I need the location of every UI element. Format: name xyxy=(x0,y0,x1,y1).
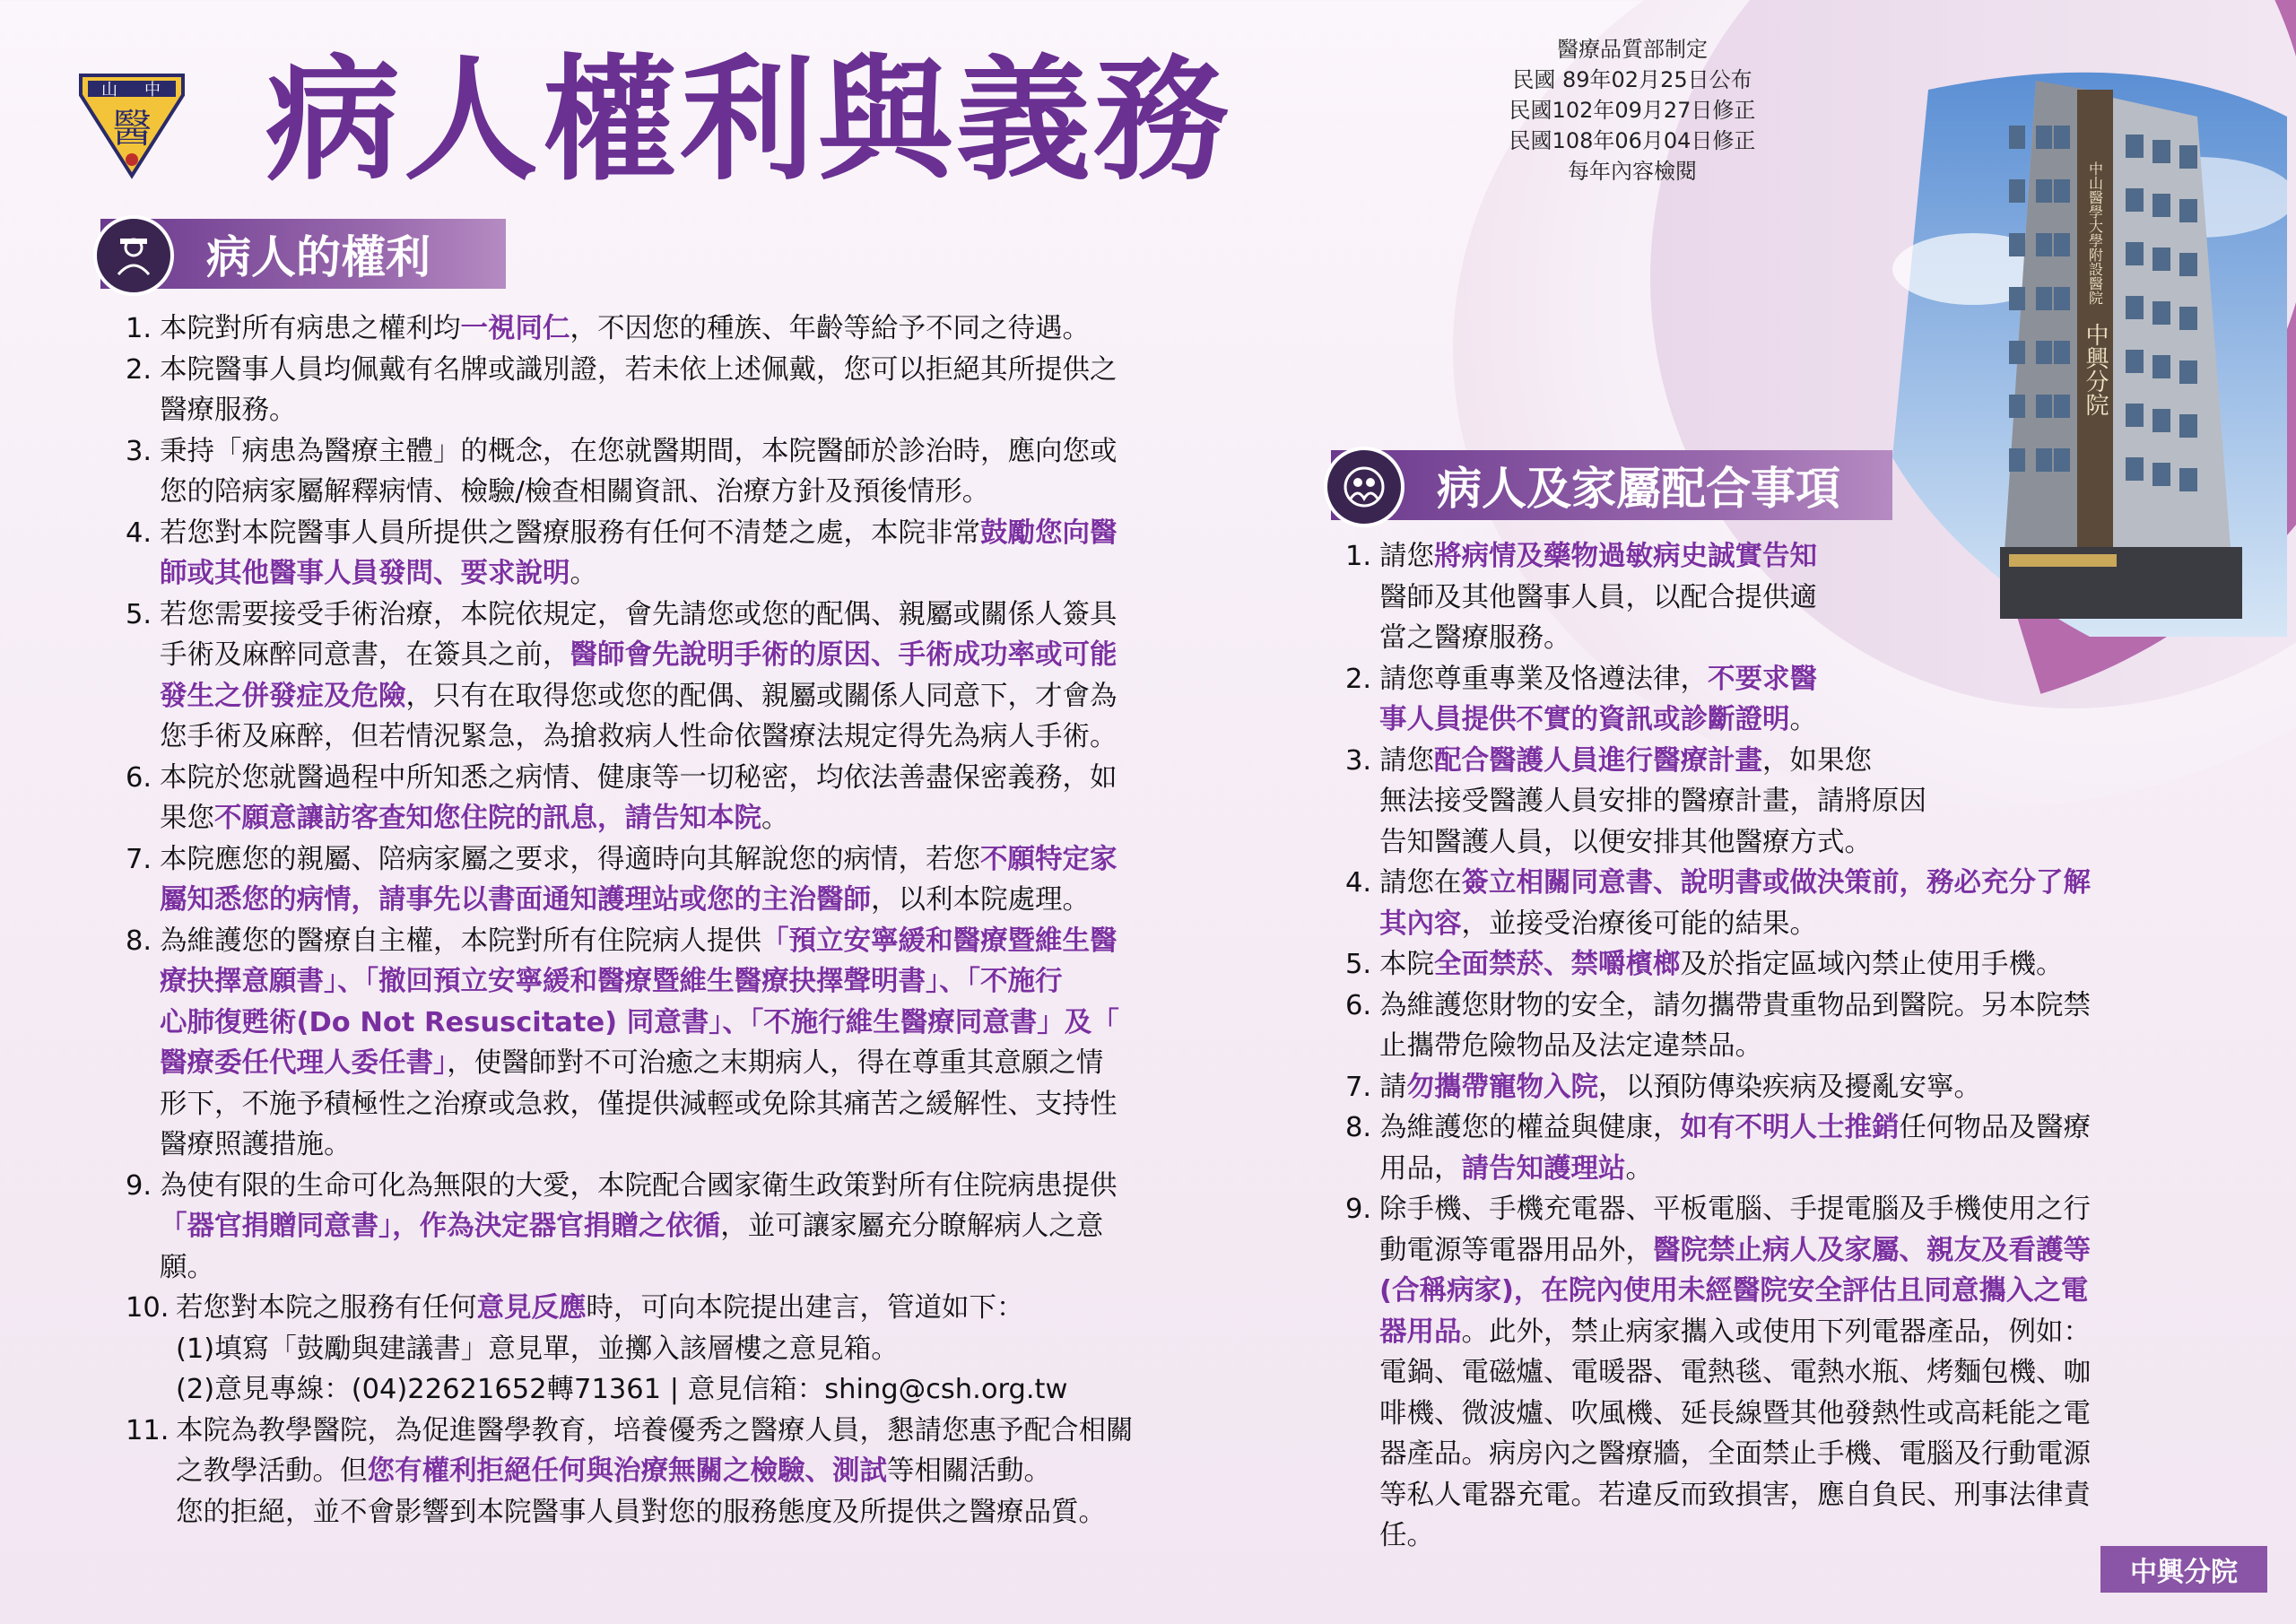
item-number: 6. xyxy=(1345,989,1372,1021)
list-item xyxy=(1345,741,2242,864)
item-text: 本院 xyxy=(1379,949,1434,980)
logo-top-text: 山 xyxy=(101,81,117,100)
highlighted-text: 全面禁菸、禁嚼檳榔 xyxy=(1434,949,1681,980)
list-item xyxy=(126,1411,1220,1533)
item-text: 您手術及麻醉，但若情況緊急，為搶救病人性命依醫療法規定得先為病人手術。 xyxy=(160,721,1118,752)
highlighted-text: 意見反應 xyxy=(476,1292,587,1324)
item-text: ，以利本院處理。 xyxy=(871,884,1090,916)
item-number: 9. xyxy=(126,1169,152,1202)
highlighted-text: 醫療委任代理人委任書」 xyxy=(160,1047,448,1079)
item-line xyxy=(1379,1475,2242,1516)
rights-list xyxy=(126,308,1220,1533)
item-text: 形下，不施予積極性之治療或急救，僅提供減輕或免除其痛苦之緩解性、支持性 xyxy=(160,1088,1118,1120)
family-icon xyxy=(1324,447,1405,527)
list-item xyxy=(126,350,1220,431)
highlighted-text: 屬知悉您的病情，請事先以書面通知護理站或您的主治醫師 xyxy=(160,884,871,916)
item-text: 請您 xyxy=(1379,541,1434,572)
item-line xyxy=(176,1288,1220,1329)
highlighted-text: 心肺復甦術(Do Not Resuscitate) 同意書」、「不施行維生醫療同意書」及「 xyxy=(160,1006,1119,1038)
item-number: 4. xyxy=(126,517,152,549)
item-text: 止攜帶危險物品及法定違禁品。 xyxy=(1379,1030,1762,1062)
item-text: 為使有限的生命可化為無限的大愛，本院配合國家衛生政策對所有住院病患提供 xyxy=(160,1169,1118,1202)
rights-section-heading xyxy=(100,219,506,289)
item-text: 任何物品及醫療 xyxy=(1899,1112,2091,1143)
item-line xyxy=(1379,904,2242,945)
item-text: 。 xyxy=(761,803,789,834)
item-text: 。 xyxy=(1789,704,1817,735)
highlighted-text: 不願意讓訪客查知您住院的訊息，請告知本院 xyxy=(214,803,761,834)
duties-list xyxy=(1345,536,2242,1557)
item-line xyxy=(160,390,1220,431)
item-number: 7. xyxy=(126,843,152,875)
duties-section-heading xyxy=(1331,450,1892,520)
item-number: 8. xyxy=(126,925,152,957)
meta-line: 醫療品質部制定 xyxy=(1557,37,1708,62)
item-text: ，並可讓家屬充分瞭解病人之意 xyxy=(720,1211,1104,1242)
item-text: 告知醫護人員，以便安排其他醫療方式。 xyxy=(1379,826,1872,858)
item-line xyxy=(160,431,1220,473)
item-number: 2. xyxy=(126,353,152,386)
item-text: (2)意見專線：(04)22621652轉71361 | 意見信箱：shing@csh.org.tw xyxy=(176,1374,1068,1405)
item-line xyxy=(160,716,1220,758)
list-item xyxy=(1345,659,2242,741)
item-text: 願。 xyxy=(160,1251,214,1283)
item-number: 4. xyxy=(1345,867,1372,899)
item-text: 為維護您的醫療自主權，本院對所有住院病人提供 xyxy=(160,925,761,957)
item-line xyxy=(160,553,1220,595)
item-text: 手術及麻醉同意書，在簽具之前， xyxy=(160,639,570,671)
item-line xyxy=(1379,618,2242,659)
item-line xyxy=(1379,536,2242,578)
meta-line: 民國 89年02月25日公布 xyxy=(1512,67,1752,92)
item-text: 之教學活動。但 xyxy=(176,1455,368,1487)
item-text: 本院為教學醫院，為促進醫學教育，培養優秀之醫療人員，懇請您惠予配合相關 xyxy=(176,1414,1134,1446)
item-line xyxy=(160,798,1220,839)
item-line xyxy=(1379,1271,2242,1312)
document-meta xyxy=(1399,34,1866,187)
item-line xyxy=(1379,659,2242,700)
page-title: 病人權利與義務 xyxy=(265,43,1233,199)
item-number: 1. xyxy=(1345,541,1372,572)
item-text: 請您 xyxy=(1379,744,1434,777)
list-item xyxy=(1345,536,2242,659)
item-text: 請您尊重專業及恪遵法律， xyxy=(1379,663,1708,695)
item-line xyxy=(1379,578,2242,619)
item-text: ，使醫師對不可治癒之末期病人，得在尊重其意願之情 xyxy=(447,1047,1104,1079)
item-number: 3. xyxy=(1345,744,1372,777)
item-number: 1. xyxy=(126,313,152,344)
item-line xyxy=(1379,1434,2242,1475)
item-line xyxy=(160,961,1220,1003)
item-line xyxy=(1379,781,2242,822)
highlighted-text: 不要求醫 xyxy=(1708,663,1817,695)
item-number: 10. xyxy=(126,1292,170,1324)
item-text: ，只有在取得您或您的配偶、親屬或關係人同意下，才會為 xyxy=(405,680,1118,712)
item-line xyxy=(160,1125,1220,1166)
item-text: 果您 xyxy=(160,803,214,834)
item-line xyxy=(160,880,1220,921)
list-item xyxy=(1345,1107,2242,1189)
highlighted-text: 配合醫護人員進行醫療計畫 xyxy=(1434,744,1762,777)
item-text: 您的陪病家屬解釋病情、檢驗/檢查相關資訊、治療方針及預後情形。 xyxy=(160,476,990,508)
highlighted-text: 器用品 xyxy=(1379,1316,1462,1348)
item-text: 您的拒絕，並不會影響到本院醫事人員對您的服務態度及所提供之醫療品質。 xyxy=(176,1496,1106,1528)
item-line xyxy=(160,921,1220,962)
item-text: 用品， xyxy=(1379,1152,1462,1185)
item-line xyxy=(1379,1149,2242,1190)
list-item xyxy=(1345,1189,2242,1557)
highlighted-text: 不願特定家 xyxy=(980,843,1118,875)
highlighted-text: 一視同仁 xyxy=(460,313,570,344)
logo-bottom-text: 醫 xyxy=(112,106,152,152)
item-line xyxy=(176,1411,1220,1452)
item-text: 請您在 xyxy=(1379,867,1462,899)
highlighted-text: 師或其他醫事人員發問、要求說明 xyxy=(160,558,570,589)
item-number: 8. xyxy=(1345,1112,1372,1143)
highlighted-text: 「器官捐贈同意書」，作為決定器官捐贈之依循 xyxy=(160,1211,721,1242)
item-line xyxy=(160,513,1220,554)
rights-heading-text: 病人的權利 xyxy=(206,231,430,283)
hospital-logo xyxy=(77,59,187,179)
item-line xyxy=(176,1369,1220,1411)
item-line xyxy=(160,839,1220,881)
item-number: 5. xyxy=(126,598,152,630)
item-text: 當之醫療服務。 xyxy=(1379,622,1571,654)
item-line xyxy=(160,472,1220,513)
duties-heading-text: 病人及家屬配合事項 xyxy=(1437,463,1840,515)
item-text: 本院對所有病患之權利均 xyxy=(160,313,461,344)
building-sign-line2: 中興分院 xyxy=(2082,323,2109,416)
list-item xyxy=(1345,1067,2242,1108)
item-text: 為維護您的權益與健康， xyxy=(1379,1112,1681,1143)
highlighted-text: 醫師會先說明手術的原因、手術成功率或可能 xyxy=(570,639,1118,671)
item-text: 等私人電器充電。若違反而致損害，應自負民、刑事法律責 xyxy=(1379,1479,2091,1511)
item-text: 除手機、手機充電器、平板電腦、手提電腦及手機使用之行 xyxy=(1379,1194,2091,1225)
item-text: 醫療服務。 xyxy=(160,395,297,426)
item-line xyxy=(1379,1352,2242,1394)
meta-line: 每年內容檢閱 xyxy=(1568,159,1697,184)
item-line xyxy=(160,635,1220,676)
item-line xyxy=(160,1166,1220,1207)
doctor-icon xyxy=(93,215,174,296)
item-text: 無法接受醫護人員安排的醫療計畫，請將原因 xyxy=(1379,786,1926,817)
highlighted-text: 「預立安寧緩和醫療暨維生醫 xyxy=(761,925,1118,957)
item-text: 請 xyxy=(1379,1071,1407,1103)
item-text: 醫師及其他醫事人員，以配合提供適 xyxy=(1379,581,1817,613)
highlighted-text: 將病情及藥物過敏病史誠實告知 xyxy=(1434,541,1817,572)
item-line xyxy=(160,308,1220,350)
list-item xyxy=(1345,986,2242,1067)
highlighted-text: 您有權利拒絕任何與治療無關之檢驗、測試 xyxy=(367,1455,887,1487)
highlighted-text: 請告知護理站 xyxy=(1461,1152,1626,1185)
svg-text:中: 中 xyxy=(144,81,161,100)
item-text: 啡機、微波爐、吹風機、延長線暨其他發熱性或高耗能之電 xyxy=(1379,1397,2091,1429)
item-text: ，如果您 xyxy=(1762,744,1872,777)
item-line xyxy=(160,1206,1220,1247)
item-text: 器產品。病房內之醫療牆，全面禁止手機、電腦及行動電源 xyxy=(1379,1438,2091,1470)
item-text: (1)填寫「鼓勵與建議書」意見單，並擲入該層樓之意見箱。 xyxy=(176,1333,899,1365)
item-text: ，並接受治療後可能的結果。 xyxy=(1461,908,1817,940)
item-text: 時，可向本院提出建言，管道如下： xyxy=(586,1292,1024,1324)
item-number: 7. xyxy=(1345,1071,1372,1103)
item-number: 2. xyxy=(1345,663,1372,695)
item-line xyxy=(1379,1189,2242,1230)
item-text: ，不因您的種族、年齡等給予不同之待遇。 xyxy=(570,313,1090,344)
list-item xyxy=(126,431,1220,513)
item-number: 9. xyxy=(1345,1194,1372,1225)
highlighted-text: 發生之併發症及危險 xyxy=(160,680,406,712)
meta-line: 民國108年06月04日修正 xyxy=(1509,128,1756,153)
list-item xyxy=(126,921,1220,1166)
item-line xyxy=(160,595,1220,636)
item-line xyxy=(160,1247,1220,1289)
item-line xyxy=(1379,986,2242,1027)
item-line xyxy=(160,676,1220,717)
highlighted-text: 其內容 xyxy=(1379,908,1462,940)
item-line xyxy=(176,1329,1220,1370)
list-item xyxy=(126,308,1220,350)
highlighted-text: 事人員提供不實的資訊或診斷證明 xyxy=(1379,704,1790,735)
item-line xyxy=(160,1043,1220,1084)
item-text: 本院醫事人員均佩戴有名牌或識別證，若未依上述佩戴，您可以拒絕其所提供之 xyxy=(160,353,1118,386)
item-line xyxy=(1379,1230,2242,1272)
item-text: 電鍋、電磁爐、電暖器、電熱毯、電熱水瓶、烤麵包機、咖 xyxy=(1379,1357,2091,1388)
item-text: 。 xyxy=(570,558,597,589)
item-text: 等相關活動。 xyxy=(887,1455,1051,1487)
list-item xyxy=(126,513,1220,595)
item-line xyxy=(1379,944,2242,986)
item-line xyxy=(1379,699,2242,741)
highlighted-text: (合稱病家)，在院內使用未經醫院安全評估且同意攜入之電 xyxy=(1379,1275,2089,1307)
building-sign-line1: 中山醫學大學附設醫院 xyxy=(2086,161,2104,305)
list-item xyxy=(126,595,1220,758)
branch-badge: 中興分院 xyxy=(2100,1546,2267,1593)
item-text: 若您對本院之服務有任何 xyxy=(176,1292,477,1324)
item-number: 5. xyxy=(1345,949,1372,980)
item-text: 若您需要接受手術治療，本院依規定，會先請您或您的配偶、親屬或關係人簽具 xyxy=(160,598,1118,630)
item-text: 。 xyxy=(1625,1152,1653,1185)
item-text: 。此外，禁止病家攜入或使用下列電器產品，例如： xyxy=(1461,1316,2091,1348)
item-line xyxy=(176,1492,1220,1533)
highlighted-text: 簽立相關同意書、說明書或做決策前，務必充分了解 xyxy=(1461,867,2091,899)
item-text: 動電源等電器用品外， xyxy=(1379,1234,1653,1266)
item-line xyxy=(160,350,1220,391)
item-line xyxy=(176,1451,1220,1492)
list-item xyxy=(1345,863,2242,944)
item-line xyxy=(160,758,1220,799)
highlighted-text: 鼓勵您向醫 xyxy=(980,517,1118,549)
item-number: 3. xyxy=(126,435,152,467)
item-text: 醫療照護措施。 xyxy=(160,1129,352,1160)
item-text: 本院應您的親屬、陪病家屬之要求，得適時向其解說您的病情，若您 xyxy=(160,843,980,875)
list-item xyxy=(126,1288,1220,1411)
item-text: 及於指定區域內禁止使用手機。 xyxy=(1680,949,2064,980)
item-text: 為維護您財物的安全，請勿攜帶貴重物品到醫院。另本院禁 xyxy=(1379,989,2091,1021)
item-text: 秉持「病患為醫療主體」的概念，在您就醫期間，本院醫師於診治時，應向您或 xyxy=(160,435,1118,467)
item-line xyxy=(1379,1394,2242,1435)
highlighted-text: 勿攜帶寵物入院 xyxy=(1406,1071,1598,1103)
list-item xyxy=(126,1166,1220,1289)
item-line xyxy=(160,1084,1220,1125)
item-line xyxy=(1379,1026,2242,1067)
highlighted-text: 醫院禁止病人及家屬、親友及看護等 xyxy=(1653,1234,2091,1266)
item-line xyxy=(160,1003,1220,1044)
list-item xyxy=(126,839,1220,921)
item-line xyxy=(1379,1312,2242,1353)
item-text: 任。 xyxy=(1379,1520,1434,1551)
item-line xyxy=(1379,1107,2242,1149)
item-line xyxy=(1379,822,2242,864)
highlighted-text: 療抉擇意願書」、「撤回預立安寧緩和醫療暨維生醫療抉擇聲明書」、「不施行 xyxy=(160,966,1063,997)
item-text: 本院於您就醫過程中所知悉之病情、健康等一切秘密，均依法善盡保密義務，如 xyxy=(160,761,1118,794)
item-text: 若您對本院醫事人員所提供之醫療服務有任何不清楚之處，本院非常 xyxy=(160,517,980,549)
item-line xyxy=(1379,1067,2242,1108)
highlighted-text: 如有不明人士推銷 xyxy=(1680,1112,1900,1143)
item-line xyxy=(1379,741,2242,782)
list-item xyxy=(126,758,1220,839)
meta-line: 民國102年09月27日修正 xyxy=(1509,98,1756,123)
list-item xyxy=(1345,944,2242,986)
item-text: ，以預防傳染疾病及擾亂安寧。 xyxy=(1598,1071,1981,1103)
item-line xyxy=(1379,863,2242,904)
item-number: 6. xyxy=(126,761,152,794)
item-number: 11. xyxy=(126,1414,170,1446)
